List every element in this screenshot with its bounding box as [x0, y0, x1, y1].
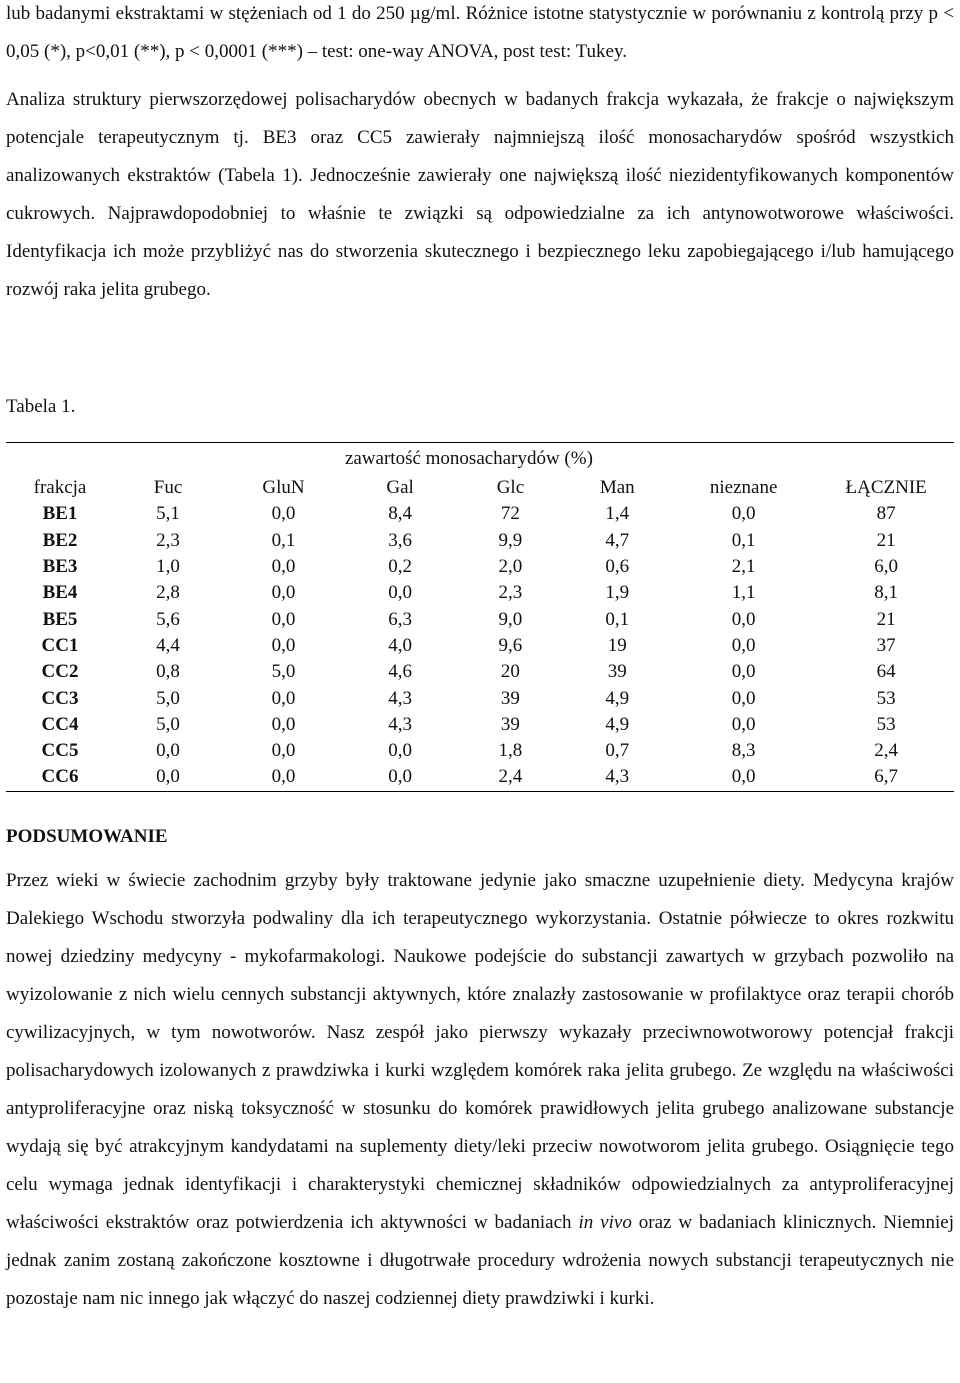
value-cell: 0,0 [731, 661, 756, 683]
fraction-cell: CC2 [41, 661, 79, 683]
summary-paragraph [6, 862, 954, 1318]
value-cell: 0,0 [731, 687, 756, 709]
value-cell: 9,9 [498, 529, 523, 551]
table-row [6, 659, 954, 685]
fraction-cell: BE1 [42, 503, 78, 525]
value-cell: 0,7 [605, 740, 630, 762]
fraction-cell: CC4 [41, 713, 79, 735]
column-header: Man [599, 477, 635, 499]
value-cell: 0,0 [271, 608, 296, 630]
value-cell: 0,0 [731, 713, 756, 735]
value-cell: 0,0 [731, 634, 756, 656]
value-cell: 0,0 [222, 764, 345, 791]
value-cell: 4,3 [566, 764, 669, 791]
analysis-paragraph: Analiza struktury pierwszorzędowej polisacharydów obecnych w badanych frakcja wykazała, że frakcje o największym potencjale terapeutycznym tj. BE3 oraz CC5 zawierały najmniejszą ilość monosacharydów spośród wszystkich analizowanych ekstraktów (Tabela 1). Jednocześnie zawierały one największą ilość niezidentyfikowanych komponentów cukrowych. Najprawdopodobniej to właśnie te związki są odpowiedzialne za ich antynowotworowe właściwości. Identyfikacja ich może przybliżyć nas do stworzenia skutecznego i bezpiecznego leku zapobiegającego i/lub hamującego rozwój raka jelita grubego. [6, 89, 954, 300]
summary-text-part1: Przez wieki w świecie zachodnim grzyby były traktowane jedynie jako smaczne uzupełnienie diety. Medycyna krajów Dalekiego Wschodu stworzyła podwaliny dla ich terapeutycznego wykorzystania. Ostatnie półwiecze to okres rozkwitu nowej dziedziny medycyny - mykofarmakologi. Naukowe podejście do substancji zawartych w grzybach pozwoliło na wyizolowanie z nich wielu cennych substancji aktywnych, które znalazły zastosowanie w profilaktyce oraz terapii chorób cywilizacyjnych, w tym nowotworów. Nasz zespół jako pierwszy wykazały przeciwnowotworowy potencjał frakcji polisacharydowych izolowanych z prawdziwka i kurki względem komórek raka jelita grubego. Ze względu na właściwości antyproliferacyjne oraz niską toksyczność w stosunku do komórek prawidłowych jelita grubego analizowane substancje wydają się być atrakcyjnym kandydatami na suplementy diety/leki przeciw nowotworom jelita grubego. Osiągnięcie tego celu wymaga jednak identyfikacji i charakterystyki chemicznej składników odpowiedzialnych za antyproliferacyjnej właściwości ekstraktów oraz potwierdzenia ich aktywności w badaniach [6, 870, 954, 1233]
table-header-row [6, 475, 954, 501]
column-header: GluN [262, 477, 305, 499]
value-cell: 9,0 [498, 608, 523, 630]
value-cell: 0,0 [731, 503, 756, 525]
table-group-header-row [6, 443, 954, 476]
value-cell: 0,0 [669, 764, 818, 791]
fraction-cell: CC6 [6, 764, 114, 791]
fraction-cell: BE3 [42, 556, 78, 578]
value-cell: 87 [876, 503, 896, 525]
value-cell: 5,0 [271, 661, 296, 683]
value-cell: 5,0 [156, 687, 180, 709]
value-cell: 3,6 [388, 529, 412, 551]
value-cell: 2,4 [874, 740, 899, 762]
value-cell: 0,8 [156, 661, 180, 683]
table-caption: Tabela 1. [6, 396, 76, 417]
value-cell: 0,1 [731, 529, 756, 551]
value-cell: 19 [607, 634, 627, 656]
value-cell: 2,3 [498, 582, 523, 604]
fraction-cell: BE4 [42, 582, 78, 604]
fraction-cell: CC5 [41, 740, 79, 762]
value-cell: 0,0 [114, 764, 222, 791]
value-cell: 1,0 [156, 556, 180, 578]
value-cell: 0,0 [271, 713, 296, 735]
table-row [6, 685, 954, 711]
value-cell: 8,3 [731, 740, 756, 762]
value-cell: 4,6 [388, 661, 412, 683]
table-row [6, 764, 954, 791]
value-cell: 6,3 [388, 608, 412, 630]
column-header: nieznane [709, 477, 778, 499]
value-cell: 0,1 [271, 529, 296, 551]
table-row [6, 501, 954, 527]
value-cell: 0,0 [271, 740, 296, 762]
value-cell: 4,3 [388, 713, 412, 735]
column-header: Gal [386, 477, 414, 499]
value-cell: 0,2 [388, 556, 412, 578]
value-cell: 39 [500, 687, 520, 709]
table-row [6, 554, 954, 580]
value-cell: 1,8 [498, 740, 523, 762]
table-row [6, 606, 954, 632]
value-cell: 21 [876, 608, 896, 630]
column-header: ŁĄCZNIE [845, 477, 927, 499]
value-cell: 0,0 [388, 582, 412, 604]
table-group-header: zawartość monosacharydów (%) [345, 443, 818, 476]
value-cell: 39 [500, 713, 520, 735]
table-row [6, 633, 954, 659]
table-row [6, 738, 954, 764]
value-cell: 0,0 [271, 503, 296, 525]
value-cell: 1,9 [605, 582, 630, 604]
value-cell: 39 [607, 661, 627, 683]
value-cell: 4,0 [388, 634, 412, 656]
value-cell: 53 [876, 713, 896, 735]
value-cell: 2,4 [455, 764, 565, 791]
value-cell: 4,3 [388, 687, 412, 709]
fraction-cell: BE2 [42, 529, 78, 551]
value-cell: 2,0 [498, 556, 523, 578]
value-cell: 9,6 [498, 634, 523, 656]
value-cell: 8,1 [874, 582, 899, 604]
value-cell: 5,6 [156, 608, 180, 630]
value-cell: 2,3 [156, 529, 180, 551]
value-cell: 0,0 [388, 740, 412, 762]
value-cell: 0,0 [271, 634, 296, 656]
column-header: frakcja [33, 477, 87, 499]
value-cell: 53 [876, 687, 896, 709]
value-cell: 21 [876, 529, 896, 551]
value-cell: 0,0 [271, 687, 296, 709]
value-cell: 0,6 [605, 556, 630, 578]
value-cell: 2,1 [731, 556, 756, 578]
value-cell: 64 [876, 661, 896, 683]
table-body [6, 501, 954, 791]
value-cell: 6,0 [874, 556, 899, 578]
value-cell: 2,8 [156, 582, 180, 604]
value-cell: 0,0 [156, 740, 180, 762]
value-cell: 1,1 [731, 582, 756, 604]
column-header: Fuc [153, 477, 183, 499]
fraction-cell: BE5 [42, 608, 78, 630]
table-row [6, 528, 954, 554]
value-cell: 0,0 [271, 556, 296, 578]
summary-italic-term: in vivo [578, 1212, 632, 1233]
value-cell: 4,7 [605, 529, 630, 551]
value-cell: 4,4 [156, 634, 180, 656]
intro-paragraph: lub badanymi ekstraktami w stężeniach od 1 do 250 µg/ml. Różnice istotne statystycznie w porównaniu z kontrolą przy p < 0,05 (*), p<0,01 (**), p < 0,0001 (***) – test: one-way ANOVA, post test: Tukey. [6, 3, 954, 62]
value-cell: 6,7 [818, 764, 954, 791]
value-cell: 4,9 [605, 713, 630, 735]
monosaccharide-table [6, 442, 954, 792]
column-header: Glc [496, 477, 525, 499]
value-cell: 0,1 [605, 608, 630, 630]
fraction-cell: CC1 [41, 634, 79, 656]
value-cell: 72 [500, 503, 520, 525]
value-cell: 20 [500, 661, 520, 683]
value-cell: 0,0 [271, 582, 296, 604]
value-cell: 1,4 [605, 503, 630, 525]
summary-text-part2: oraz w badaniach klinicznych. Niemniej jednak zanim zostaną zakończone kosztowne i długotrwałe procedury wdrożenia nowych substancji terapeutycznych nie pozostaje nam nic innego jak włączyć do naszej codziennej diety prawdziwki i kurki. [6, 1212, 954, 1309]
table-row [6, 580, 954, 606]
value-cell: 0,0 [345, 764, 455, 791]
value-cell: 8,4 [388, 503, 412, 525]
fraction-cell: CC3 [41, 687, 79, 709]
value-cell: 37 [876, 634, 896, 656]
summary-heading: PODSUMOWANIE [6, 826, 168, 847]
value-cell: 5,1 [156, 503, 180, 525]
value-cell: 0,0 [731, 608, 756, 630]
table-row [6, 712, 954, 738]
value-cell: 5,0 [156, 713, 180, 735]
value-cell: 4,9 [605, 687, 630, 709]
